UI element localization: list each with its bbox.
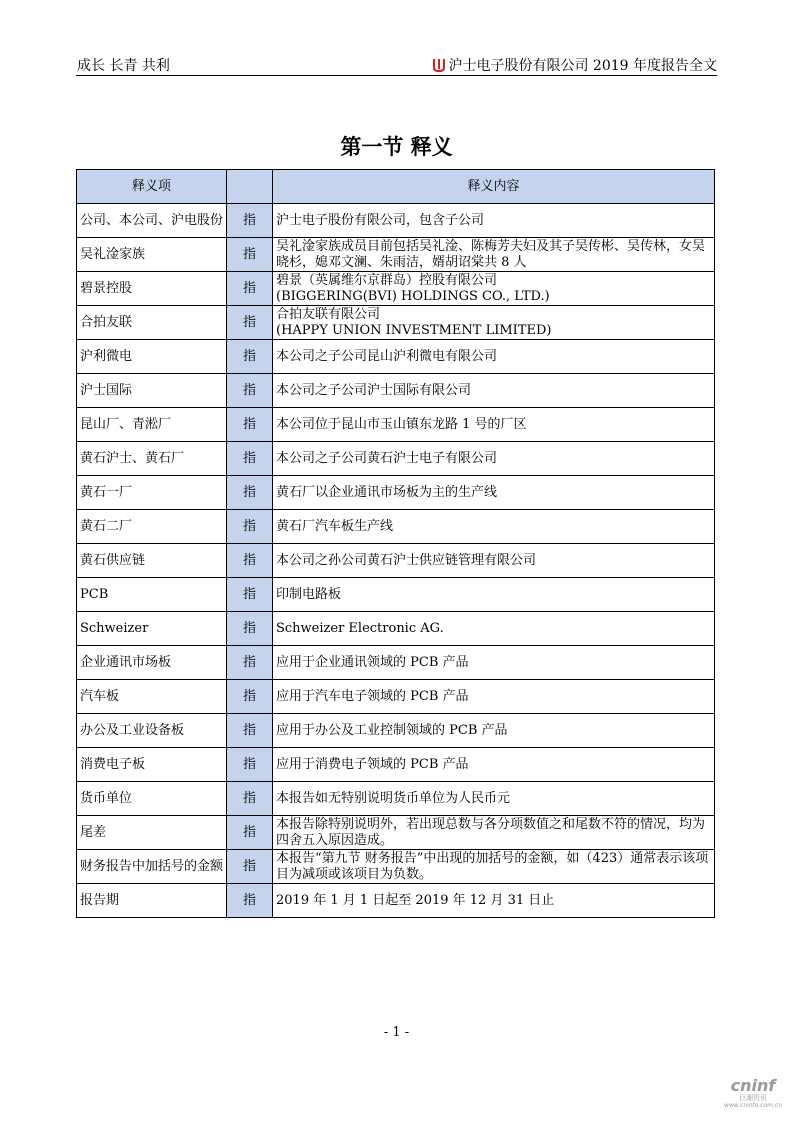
definition-cell (273, 612, 715, 646)
section-title: 第一节 释义 (340, 135, 453, 159)
table-row (77, 714, 715, 748)
header-divider (76, 75, 717, 76)
header-pointer (227, 170, 273, 204)
definition-text: 本公司之孙公司黄石沪士供应链管理有限公司 (276, 552, 537, 568)
table-row (77, 510, 715, 544)
definition-text: 吴礼淦家族成员目前包括吴礼淦、陈梅芳夫妇及其子吴传彬、吴传林，女吴晓杉，媳邓文澜、朱雨洁，婿胡诏棠共 8 人 (276, 238, 706, 270)
term-cell: 黄石沪士、黄石厂 (77, 442, 227, 476)
header-definition: 释义内容 (273, 170, 715, 204)
page-number: - 1 - (383, 1025, 410, 1040)
term-cell: 公司、本公司、沪电股份 (77, 204, 227, 238)
term-cell: 黄石一厂 (77, 476, 227, 510)
pointer-cell: 指 (227, 748, 273, 782)
term-cell: 货币单位 (77, 782, 227, 816)
table-row (77, 408, 715, 442)
definition-text: 本公司位于昆山市玉山镇东龙路 1 号的厂区 (276, 416, 527, 432)
pointer-cell: 指 (227, 714, 273, 748)
pointer-cell: 指 (227, 374, 273, 408)
header-report-title-text: 沪士电子股份有限公司 2019 年度报告全文 (448, 58, 717, 74)
definition-text: 黄石厂汽车板生产线 (276, 518, 394, 534)
table-row (77, 612, 715, 646)
term-cell: 碧景控股 (77, 272, 227, 306)
table-row (77, 476, 715, 510)
table-row (77, 340, 715, 374)
definition-cell (273, 238, 715, 272)
term-cell: 企业通讯市场板 (77, 646, 227, 680)
definition-text: 本公司之子公司昆山沪利微电有限公司 (276, 348, 498, 364)
pointer-cell: 指 (227, 680, 273, 714)
watermark-url: www.cninfo.com.cn (723, 1102, 783, 1109)
definition-cell (273, 510, 715, 544)
definition-text: 应用于汽车电子领域的 PCB 产品 (276, 688, 469, 704)
table-row (77, 238, 715, 272)
definition-text: Schweizer Electronic AG. (276, 620, 444, 636)
definition-cell (273, 442, 715, 476)
term-cell: PCB (77, 578, 227, 612)
definition-text: 2019 年 1 月 1 日起至 2019 年 12 月 31 日止 (276, 892, 555, 908)
definition-cell (273, 714, 715, 748)
definition-cell (273, 306, 715, 340)
definition-cell (273, 646, 715, 680)
pointer-cell: 指 (227, 816, 273, 850)
definition-cell (273, 408, 715, 442)
definition-cell (273, 850, 715, 884)
pointer-cell: 指 (227, 272, 273, 306)
table-row (77, 884, 715, 918)
pointer-cell: 指 (227, 578, 273, 612)
definition-cell (273, 748, 715, 782)
table-row (77, 374, 715, 408)
table-row (77, 544, 715, 578)
term-cell: Schweizer (77, 612, 227, 646)
pointer-cell: 指 (227, 646, 273, 680)
table-row (77, 748, 715, 782)
term-cell: 黄石二厂 (77, 510, 227, 544)
definition-cell (273, 340, 715, 374)
pointer-cell: 指 (227, 510, 273, 544)
term-cell: 尾差 (77, 816, 227, 850)
definition-text-en: (BIGGERING(BVI) HOLDINGS CO., LTD.) (276, 288, 550, 304)
term-cell: 黄石供应链 (77, 544, 227, 578)
term-cell: 吴礼淦家族 (77, 238, 227, 272)
definition-cell (273, 816, 715, 850)
term-cell: 昆山厂、青淞厂 (77, 408, 227, 442)
definition-text: 碧景（英属维尔京群岛）控股有限公司 (276, 272, 498, 288)
definition-text: 合拍友联有限公司 (276, 306, 381, 322)
pointer-cell: 指 (227, 544, 273, 578)
term-cell: 财务报告中加括号的金额 (77, 850, 227, 884)
definition-text: 本公司之子公司沪士国际有限公司 (276, 382, 472, 398)
pointer-cell: 指 (227, 306, 273, 340)
table-header-row (77, 170, 715, 204)
definition-text: 黄石厂以企业通讯市场板为主的生产线 (276, 484, 498, 500)
definition-cell (273, 578, 715, 612)
term-cell: 沪士国际 (77, 374, 227, 408)
definition-text: 本报告如无特别说明货币单位为人民币元 (276, 790, 511, 806)
pointer-cell: 指 (227, 442, 273, 476)
pointer-cell: 指 (227, 782, 273, 816)
definition-cell (273, 204, 715, 238)
pointer-cell: 指 (227, 408, 273, 442)
term-cell: 报告期 (77, 884, 227, 918)
table-row (77, 306, 715, 340)
term-cell: 合拍友联 (77, 306, 227, 340)
table-row (77, 680, 715, 714)
definitions-table (76, 169, 715, 918)
term-cell: 消费电子板 (77, 748, 227, 782)
definition-text: 应用于企业通讯领域的 PCB 产品 (276, 654, 469, 670)
pointer-cell: 指 (227, 884, 273, 918)
watermark-name: 巨潮资讯 (739, 1094, 767, 1102)
definition-text: 本公司之子公司黄石沪士电子有限公司 (276, 450, 498, 466)
table-row (77, 646, 715, 680)
definition-cell (273, 782, 715, 816)
table-row (77, 272, 715, 306)
company-logo-icon (432, 58, 446, 73)
definition-text: 应用于消费电子领域的 PCB 产品 (276, 756, 469, 772)
definition-cell (273, 476, 715, 510)
definition-text: 沪士电子股份有限公司，包含子公司 (276, 212, 485, 228)
pointer-cell: 指 (227, 204, 273, 238)
pointer-cell: 指 (227, 612, 273, 646)
pointer-cell: 指 (227, 340, 273, 374)
definition-cell (273, 680, 715, 714)
table-row (77, 850, 715, 884)
header-slogan: 成长 长青 共利 (77, 58, 170, 74)
watermark-logo-text: cninf (730, 1076, 776, 1095)
table-row (77, 442, 715, 476)
table-row (77, 816, 715, 850)
definition-text-en: (HAPPY UNION INVESTMENT LIMITED) (276, 322, 552, 338)
header-term: 释义项 (77, 170, 227, 204)
term-cell: 办公及工业设备板 (77, 714, 227, 748)
header-report-title (432, 55, 717, 75)
definition-cell (273, 374, 715, 408)
pointer-cell: 指 (227, 850, 273, 884)
definition-text: 印制电路板 (276, 586, 342, 602)
table-row (77, 578, 715, 612)
pointer-cell: 指 (227, 238, 273, 272)
definition-text: 应用于办公及工业控制领域的 PCB 产品 (276, 722, 508, 738)
definition-cell (273, 884, 715, 918)
cninfo-watermark (718, 1078, 788, 1109)
table-row (77, 782, 715, 816)
definition-text: 本报告除特别说明外，若出现总数与各分项数值之和尾数不符的情况，均为四舍五入原因造成。 (276, 816, 706, 848)
pointer-cell: 指 (227, 476, 273, 510)
definition-cell (273, 544, 715, 578)
term-cell: 沪利微电 (77, 340, 227, 374)
table-row (77, 204, 715, 238)
definition-cell (273, 272, 715, 306)
definition-text: 本报告“第九节 财务报告”中出现的加括号的金额，如（423）通常表示该项目为减项或该项目为负数。 (276, 850, 709, 882)
term-cell: 汽车板 (77, 680, 227, 714)
